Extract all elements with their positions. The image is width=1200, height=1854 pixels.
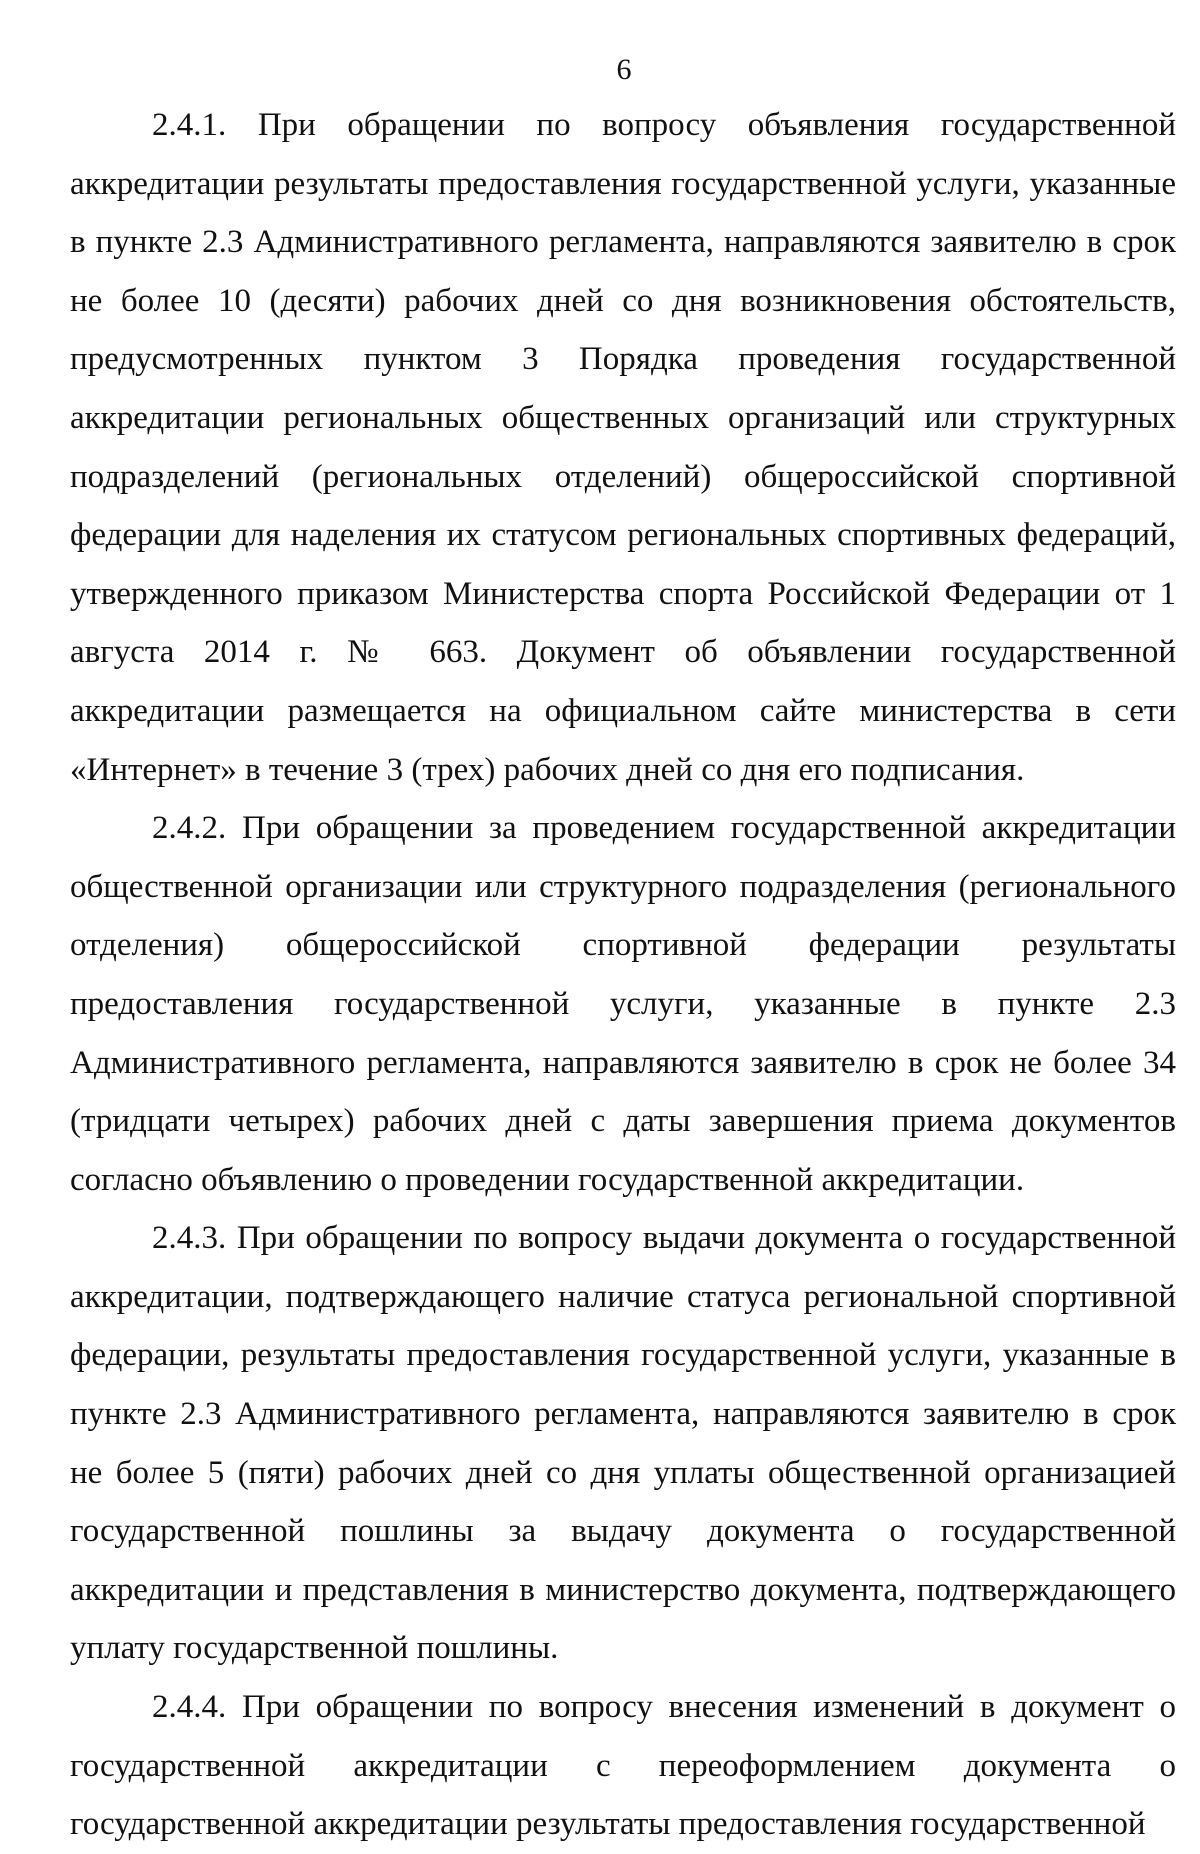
paragraph-2-4-4: 2.4.4. При обращении по вопросу внесения изменений в документ о государственной аккредитации с переоформлением документа о государственной аккредитации результаты предоставления государственной xyxy=(70,1689,1176,1843)
paragraph-2-4-3: 2.4.3. При обращении по вопросу выдачи документа о государственной аккредитации, подтверждающего наличие статуса региональной спортивной федерации, результаты предоставления государственной услуги, указанные в пункте 2.3 Административного регламента, направляются заявителю в срок не более 5 (пяти) рабочих дней со дня уплаты общественной организацией государственной пошлины за выдачу документа о государственной аккредитации и представления в министерство документа, подтверждающего уплату государственной пошлины. xyxy=(70,1220,1176,1667)
paragraph-2-4-2: 2.4.2. При обращении за проведением государственной аккредитации общественной организации или структурного подразделения (регионального отделения) общероссийской спортивной федерации результаты предоставления государственной услуги, указанные в пункте 2.3 Административного регламента, направляются заявителю в срок не более 34 (тридцати четырех) рабочих дней с даты завершения приема документов согласно объявлению о проведении государственной аккредитации. xyxy=(70,810,1176,1198)
document-body xyxy=(70,96,1176,1854)
page-number: 6 xyxy=(616,53,632,86)
paragraph-2-4-1: 2.4.1. При обращении по вопросу объявления государственной аккредитации результаты предоставления государственной услуги, указанные в пункте 2.3 Административного регламента, направляются заявителю в срок не более 10 (десяти) рабочих дней со дня возникновения обстоятельств, предусмотренных пунктом 3 Порядка проведения государственной аккредитации региональных общественных организаций или структурных подразделений (региональных отделений) общероссийской спортивной федерации для наделения их статусом региональных спортивных федераций, утвержденного приказом Министерства спорта Российской Федерации от 1 августа 2014 г. № 663. Документ об объявлении государственной аккредитации размещается на официальном сайте министерства в сети «Интернет» в течение 3 (трех) рабочих дней со дня его подписания. xyxy=(70,107,1176,788)
